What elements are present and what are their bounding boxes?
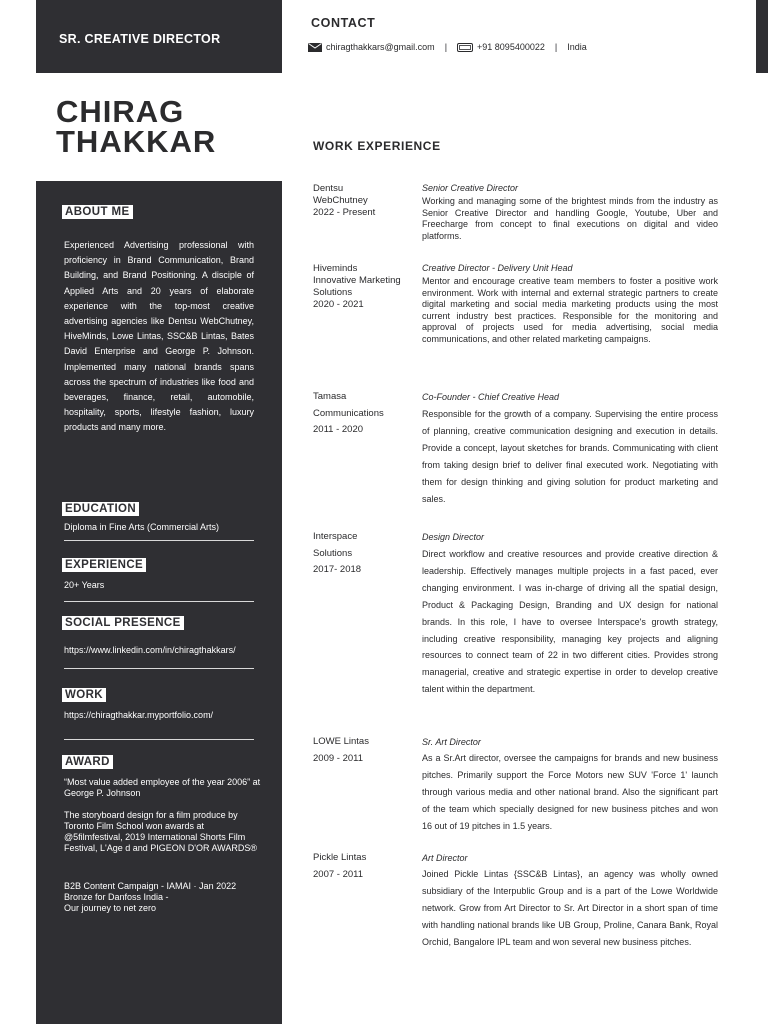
job-description: Direct workflow and creative resources and provide creative direction & leadership. Effectively manages multiple projects in a fast paced, ever changing environment. I was in-charge of driving all the spatial design, Product & Packaging Design, Branding and UX design for national brands. In this role, I have to oversee Interspace's growth strategy, including creative responsibility, managing key projects and aligning resources to connect team of 22 in two different cities. Provides strong managerial, creative and strategic expertise in order to develop creative talent within the department. — [422, 549, 718, 695]
job-company: Dentsu WebChutney 2022 - Present — [313, 183, 376, 218]
education-text: Diploma in Fine Arts (Commercial Arts) — [64, 522, 220, 532]
portfolio-link[interactable]: https://chiragthakkar.myportfolio.com/ — [64, 710, 214, 720]
experience-heading: EXPERIENCE — [62, 558, 146, 572]
job-description: Working and managing some of the brightest minds from the industry as Senior Creative Director and handling Google, Youtube, Uber and Freecharge from concept to final executions on digital and video platforms. — [422, 196, 718, 241]
contact-location: India — [567, 42, 587, 52]
phone-icon — [457, 43, 473, 52]
contact-email[interactable]: chiragthakkars@gmail.com — [326, 42, 435, 52]
contact-phone[interactable]: +91 8095400022 — [477, 42, 545, 52]
job-company: Interspace Solutions 2017- 2018 — [313, 531, 362, 575]
job-role: Co-Founder - Chief Creative Head — [422, 392, 560, 402]
job-description: Mentor and encourage creative team members to foster a positive work environment. Work with internal and external strategic partners to create digital marketing and social media marketing products using the most current industry best practices. Responsible for the monitoring and approval of projects used for media advertising, social media communications, and other related marketing campaigns. — [422, 276, 718, 344]
divider — [64, 601, 254, 602]
work-heading: WORK — [62, 688, 106, 702]
about-heading: ABOUT ME — [62, 205, 133, 219]
mail-icon — [308, 43, 322, 52]
award-item: Our journey to net zero — [64, 903, 157, 913]
job-role: Sr. Art Director — [422, 737, 481, 747]
sidebar — [36, 181, 282, 1024]
separator: | — [554, 42, 558, 52]
job-role: Design Director — [422, 532, 485, 542]
education-heading: EDUCATION — [62, 502, 139, 516]
job-description: Joined Pickle Lintas {SSC&B Lintas}, an agency was wholly owned subsidiary of the Interpublic Group and is a part of the Lowe Worldwide network. Grow from Art Director to Sr. Art Director in a short span of time with handling national brands like UB Group, Proline, Canara Bank, Royal Orchid, Bangalore IPL team and won several new business pitches. — [422, 869, 718, 947]
divider — [64, 739, 254, 740]
name-first: CHIRAG — [56, 94, 185, 129]
award-item: The storyboard design for a film produce by Toronto Film School won awards at @5filmfestival, 2019 International Shorts Film Festival, L'Age d and PIGEON D'OR AWARDS® — [64, 810, 257, 853]
job-description: Responsible for the growth of a company. Supervising the entire process of planning, creative communication designing and execution in details. Provide a concept, layout sketches for brands. Communicating with client from taking design brief to deliver final executed work. Negotiating with them for design thinking and giving solution for product marketing and sales. — [422, 409, 718, 504]
contact-line — [308, 42, 587, 52]
social-heading: SOCIAL PRESENCE — [62, 616, 184, 630]
job-role: Senior Creative Director — [422, 183, 519, 193]
experience-text: 20+ Years — [64, 580, 105, 590]
job-description: As a Sr.Art director, oversee the campaigns for brands and new business pitches. Primarily support the Force Motors new SUV 'Force 1' launch through various media and other national brand. Also the significant part of the team which specially designed for new business pitches and won 16 out of 19 pitches in 1.5 years. — [422, 753, 718, 831]
award-item: B2B Content Campaign - IAMAI · Jan 2022 — [64, 881, 237, 891]
header-accent-strip — [756, 0, 768, 73]
job-role: Creative Director - Delivery Unit Head — [422, 263, 573, 273]
job-title: SR. CREATIVE DIRECTOR — [59, 32, 221, 46]
award-item: “Most value added employee of the year 2006” at George P. Johnson — [64, 777, 261, 798]
contact-heading: CONTACT — [311, 16, 376, 30]
award-item: Bronze for Danfoss India - — [64, 892, 169, 902]
divider — [64, 540, 254, 541]
name-last: THAKKAR — [56, 124, 217, 159]
job-role: Art Director — [422, 853, 468, 863]
divider — [64, 668, 254, 669]
job-company: Tamasa Communications 2011 - 2020 — [313, 391, 384, 435]
linkedin-link[interactable]: https://www.linkedin.com/in/chiragthakkars/ — [64, 645, 236, 655]
job-company: LOWE Lintas 2009 - 2011 — [313, 736, 369, 764]
job-company: Hiveminds Innovative Marketing Solutions 2020 - 2021 — [313, 263, 401, 310]
work-experience-heading: WORK EXPERIENCE — [313, 139, 441, 153]
separator: | — [444, 42, 448, 52]
job-company: Pickle Lintas 2007 - 2011 — [313, 852, 367, 880]
about-text: Experienced Advertising professional with proficiency in Brand Communication, Brand Building, and Brand Positioning. A disciple of Applied Arts and 20 years of elaborate experience with the top-most creative advertising agencies like Dentsu WebChutney, HiveMinds, Lowe Lintas, SSC&B Lintas, Bates David Enterprise and George P. Johnson. Implemented many national brands spans across the spectrum of industries like food and beverages, finance, retail, automobile, hospitality, sports, lifestyle fashion, luxury products and many more. — [64, 240, 254, 433]
award-heading: AWARD — [62, 755, 113, 769]
